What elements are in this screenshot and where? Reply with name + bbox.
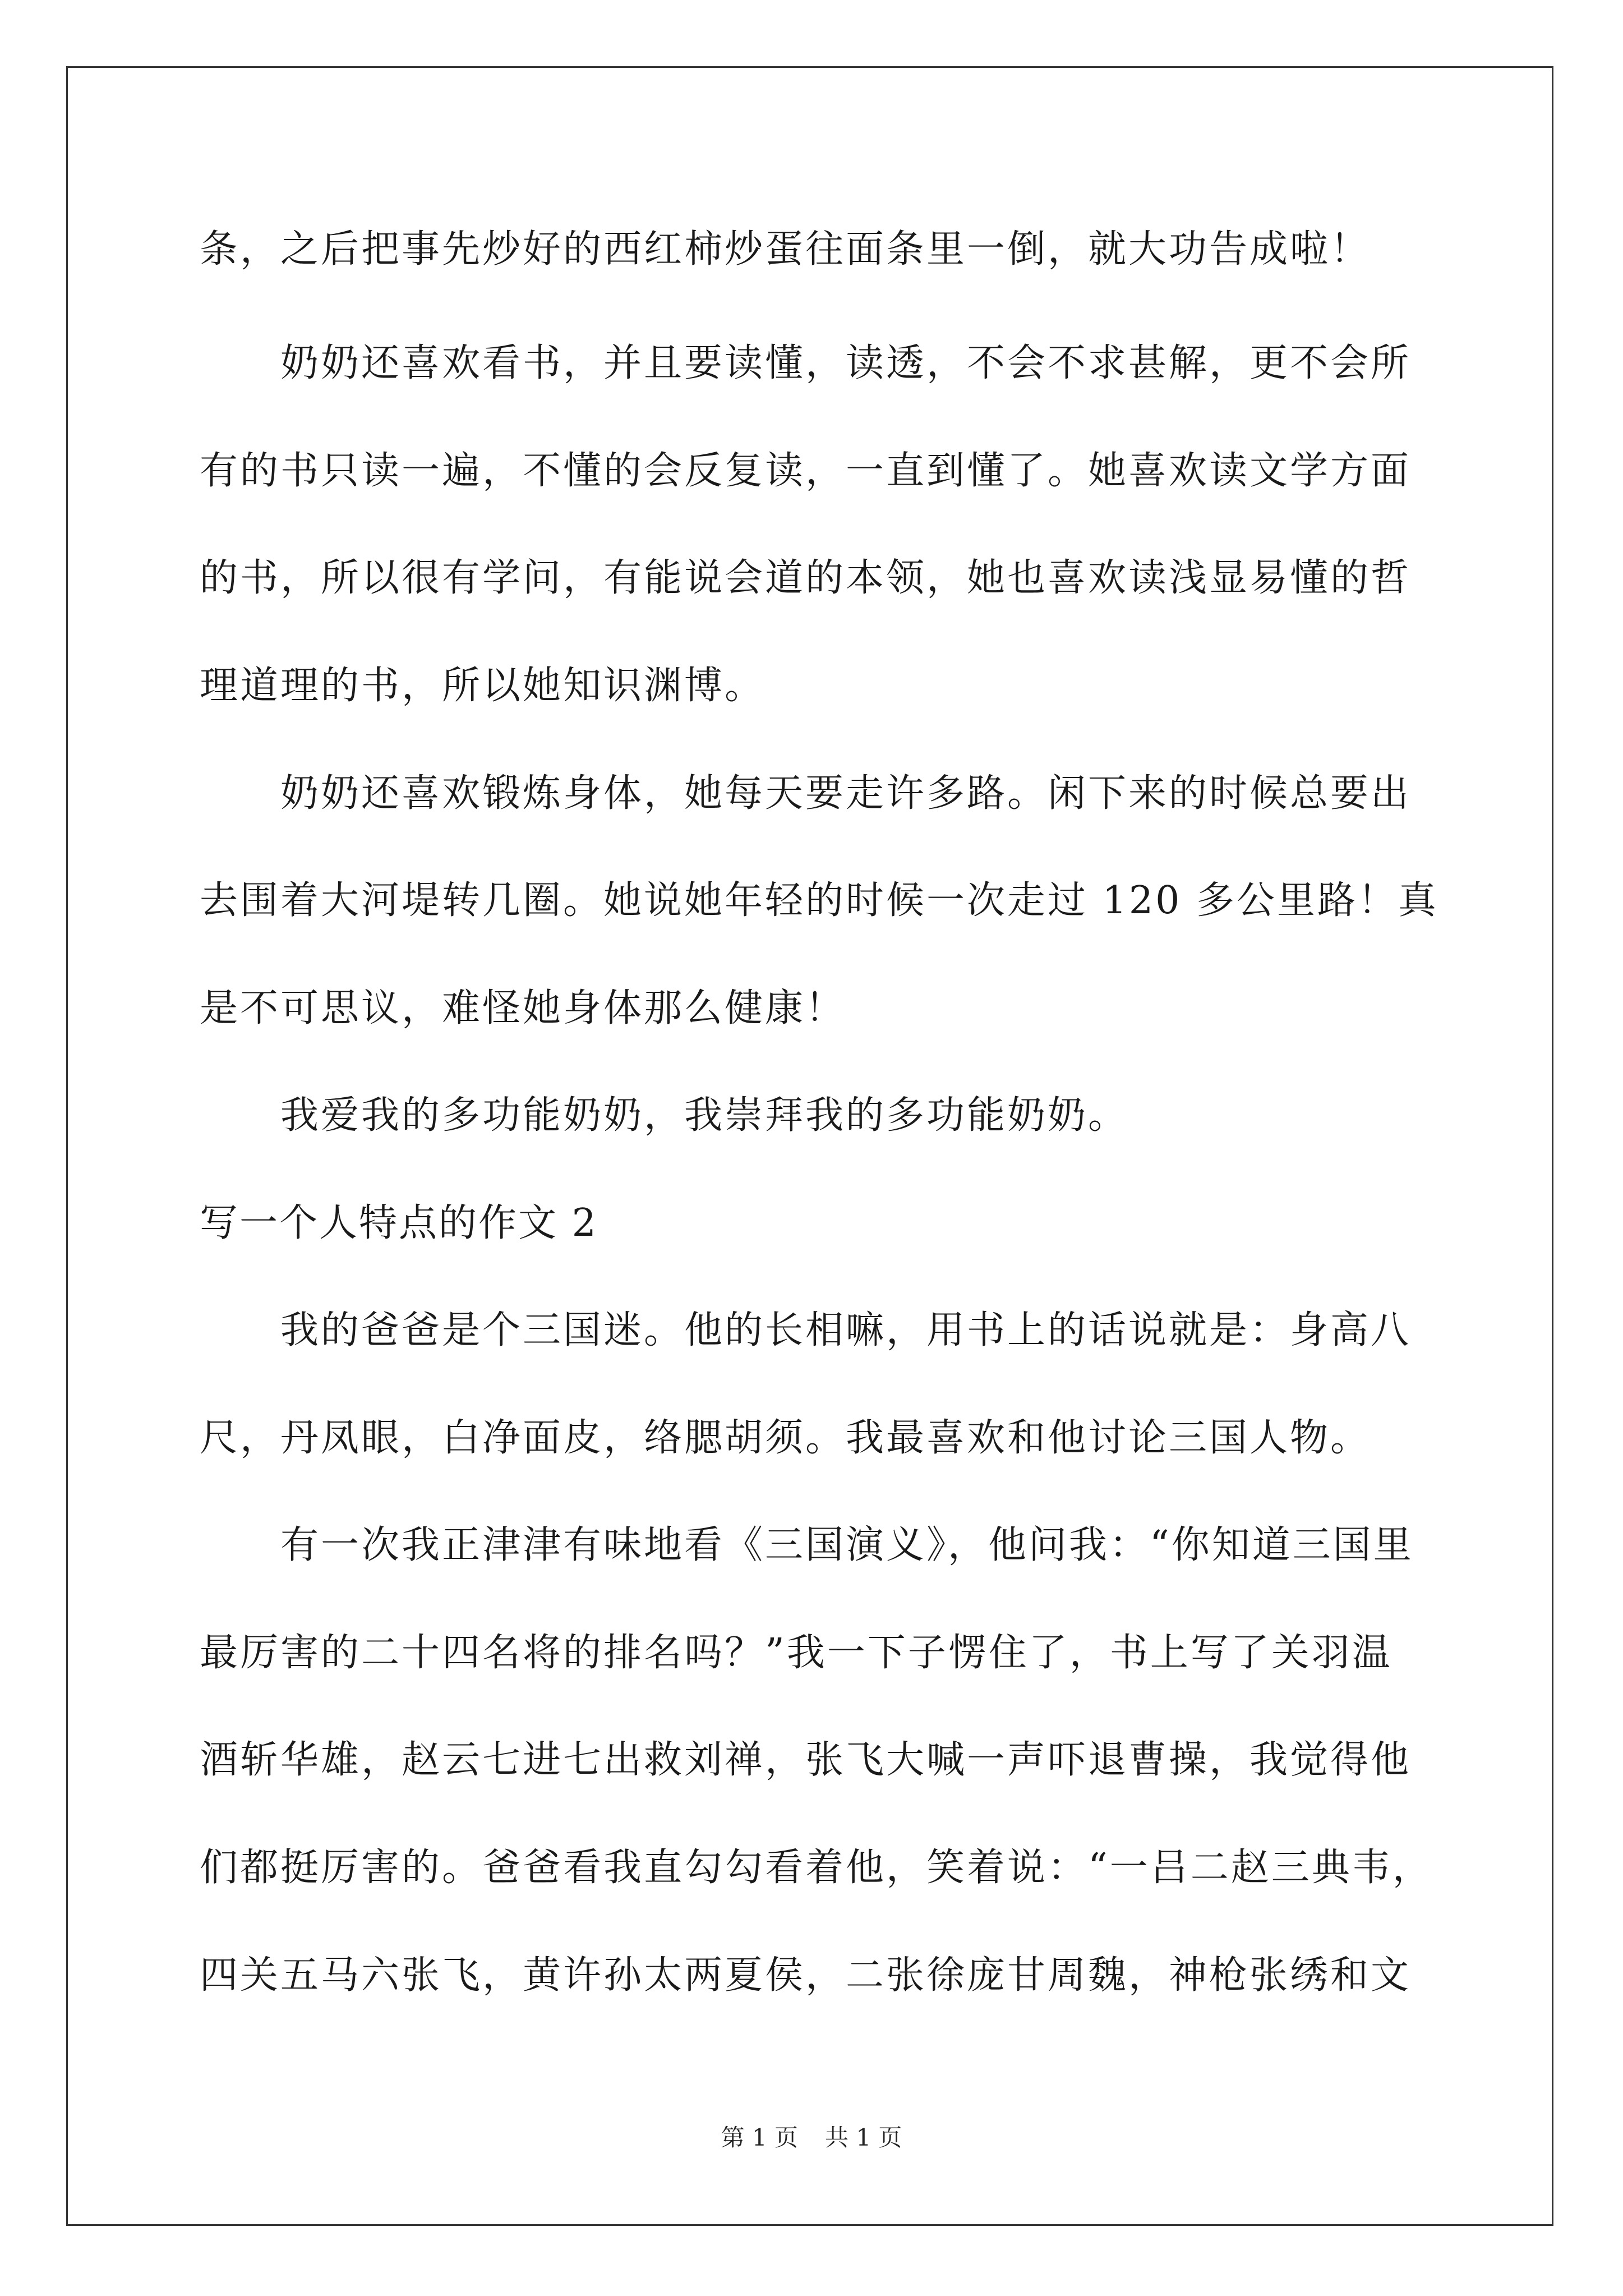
section-heading: 写一个人特点的作文 2 [200, 1201, 598, 1245]
paragraph-line: 尺，丹凤眼，白净面皮，络腮胡须。我最喜欢和他讨论三国人物。 [200, 1416, 1371, 1460]
paragraph-line: 有一次我正津津有味地看《三国演义》，他问我：“你知道三国里 [280, 1523, 1414, 1567]
paragraph-line: 我的爸爸是个三国迷。他的长相嘛，用书上的话说就是：身高八 [280, 1308, 1412, 1352]
paragraph-line: 们都挺厉害的。爸爸看我直勾勾看着他，笑着说：“一吕二赵三典韦， [200, 1846, 1433, 1890]
page-footer [0, 2122, 1623, 2154]
page-total: 共 1 页 [825, 2124, 902, 2151]
paragraph-line: 四关五马六张飞，黄许孙太两夏侯，二张徐庞甘周魏，神枪张绣和文 [200, 1953, 1412, 1998]
paragraph-line: 去围着大河堤转几圈。她说她年轻的时候一次走过 120 多公里路！真 [200, 878, 1439, 923]
paragraph-line: 酒斩华雄，赵云七进七出救刘禅，张飞大喊一声吓退曹操，我觉得他 [200, 1738, 1412, 1782]
paragraph-line: 的书，所以很有学问，有能说会道的本领，她也喜欢读浅显易懂的哲 [200, 556, 1412, 600]
paragraph-line: 我爱我的多功能奶奶，我崇拜我的多功能奶奶。 [280, 1093, 1129, 1138]
paragraph-line: 条，之后把事先炒好的西红柿炒蛋往面条里一倒，就大功告成啦！ [200, 227, 1371, 272]
paragraph-line: 奶奶还喜欢锻炼身体，她每天要走许多路。闲下来的时候总要出 [280, 771, 1412, 816]
paragraph-line: 有的书只读一遍，不懂的会反复读，一直到懂了。她喜欢读文学方面 [200, 449, 1412, 493]
page-number: 第 1 页 [721, 2124, 798, 2151]
paragraph-line: 奶奶还喜欢看书，并且要读懂，读透，不会不求甚解，更不会所 [280, 341, 1412, 385]
paragraph-line: 是不可思议，难怪她身体那么健康！ [200, 986, 846, 1030]
paragraph-line: 最厉害的二十四名将的排名吗？”我一下子愣住了，书上写了关羽温 [200, 1631, 1393, 1675]
paragraph-line: 理道理的书，所以她知识渊博。 [200, 664, 766, 708]
